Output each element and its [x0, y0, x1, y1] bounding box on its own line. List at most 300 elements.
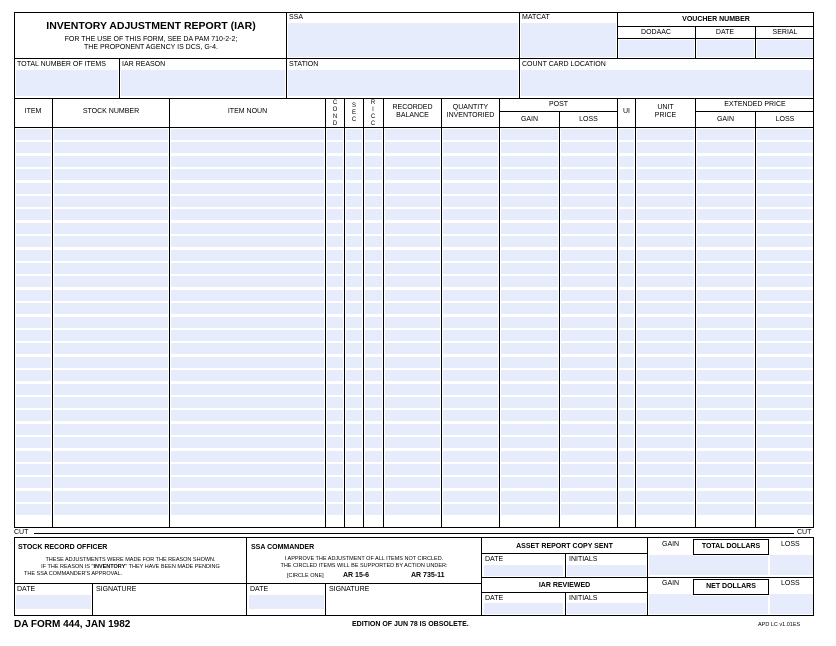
table-cell[interactable]: [697, 357, 754, 368]
table-cell[interactable]: [54, 223, 168, 234]
table-cell[interactable]: [365, 357, 382, 368]
table-cell[interactable]: [346, 464, 362, 475]
table-cell[interactable]: [697, 491, 754, 502]
table-cell[interactable]: [365, 504, 382, 515]
table-cell[interactable]: [365, 169, 382, 180]
table-cell[interactable]: [637, 236, 694, 247]
table-cell[interactable]: [346, 397, 362, 408]
table-cell[interactable]: [561, 370, 616, 381]
table-cell[interactable]: [346, 504, 362, 515]
table-cell[interactable]: [346, 477, 362, 488]
table-cell[interactable]: [561, 196, 616, 207]
table-cell[interactable]: [757, 357, 813, 368]
table-cell[interactable]: [385, 303, 440, 314]
table-cell[interactable]: [443, 290, 498, 301]
table-cell[interactable]: [637, 397, 694, 408]
table-cell[interactable]: [346, 183, 362, 194]
table-cell[interactable]: [365, 250, 382, 261]
table-cell[interactable]: [757, 477, 813, 488]
table-cell[interactable]: [697, 129, 754, 140]
table-cell[interactable]: [637, 183, 694, 194]
table-cell[interactable]: [757, 330, 813, 341]
table-cell[interactable]: [385, 250, 440, 261]
table-cell[interactable]: [171, 343, 324, 354]
table-cell[interactable]: [697, 142, 754, 153]
table-cell[interactable]: [327, 223, 343, 234]
table-cell[interactable]: [619, 156, 634, 167]
table-cell[interactable]: [16, 477, 51, 488]
table-cell[interactable]: [327, 236, 343, 247]
table-cell[interactable]: [757, 263, 813, 274]
table-cell[interactable]: [637, 370, 694, 381]
table-cell[interactable]: [619, 424, 634, 435]
table-cell[interactable]: [327, 156, 343, 167]
table-cell[interactable]: [171, 129, 324, 140]
table-cell[interactable]: [561, 491, 616, 502]
table-cell[interactable]: [757, 196, 813, 207]
table-cell[interactable]: [346, 169, 362, 180]
table-cell[interactable]: [561, 183, 616, 194]
table-cell[interactable]: [443, 317, 498, 328]
table-cell[interactable]: [16, 142, 51, 153]
table-cell[interactable]: [171, 290, 324, 301]
table-cell[interactable]: [16, 156, 51, 167]
table-cell[interactable]: [757, 142, 813, 153]
table-cell[interactable]: [327, 142, 343, 153]
table-cell[interactable]: [619, 370, 634, 381]
table-cell[interactable]: [637, 303, 694, 314]
table-cell[interactable]: [16, 317, 51, 328]
table-cell[interactable]: [561, 424, 616, 435]
table-cell[interactable]: [365, 410, 382, 421]
table-cell[interactable]: [619, 410, 634, 421]
table-cell[interactable]: [327, 357, 343, 368]
table-cell[interactable]: [443, 223, 498, 234]
table-cell[interactable]: [346, 317, 362, 328]
table-cell[interactable]: [346, 250, 362, 261]
table-cell[interactable]: [54, 290, 168, 301]
table-cell[interactable]: [346, 343, 362, 354]
table-cell[interactable]: [327, 424, 343, 435]
table-cell[interactable]: [637, 196, 694, 207]
table-cell[interactable]: [54, 410, 168, 421]
table-cell[interactable]: [327, 303, 343, 314]
table-cell[interactable]: [54, 156, 168, 167]
table-cell[interactable]: [327, 370, 343, 381]
table-cell[interactable]: [501, 370, 558, 381]
table-cell[interactable]: [54, 437, 168, 448]
table-cell[interactable]: [346, 384, 362, 395]
table-cell[interactable]: [697, 504, 754, 515]
table-cell[interactable]: [365, 276, 382, 287]
table-cell[interactable]: [385, 477, 440, 488]
table-cell[interactable]: [501, 343, 558, 354]
table-cell[interactable]: [54, 169, 168, 180]
table-cell[interactable]: [365, 370, 382, 381]
table-cell[interactable]: [561, 142, 616, 153]
table-cell[interactable]: [54, 196, 168, 207]
table-cell[interactable]: [697, 451, 754, 462]
table-cell[interactable]: [346, 236, 362, 247]
table-cell[interactable]: [697, 370, 754, 381]
table-cell[interactable]: [757, 451, 813, 462]
table-cell[interactable]: [54, 477, 168, 488]
table-cell[interactable]: [16, 451, 51, 462]
table-cell[interactable]: [697, 384, 754, 395]
table-cell[interactable]: [637, 437, 694, 448]
table-cell[interactable]: [385, 209, 440, 220]
table-cell[interactable]: [697, 397, 754, 408]
table-cell[interactable]: [16, 397, 51, 408]
table-cell[interactable]: [54, 236, 168, 247]
table-cell[interactable]: [619, 276, 634, 287]
table-cell[interactable]: [346, 290, 362, 301]
table-cell[interactable]: [443, 464, 498, 475]
table-cell[interactable]: [561, 276, 616, 287]
table-cell[interactable]: [346, 491, 362, 502]
table-cell[interactable]: [561, 129, 616, 140]
table-cell[interactable]: [16, 370, 51, 381]
table-cell[interactable]: [443, 410, 498, 421]
table-cell[interactable]: [443, 169, 498, 180]
table-cell[interactable]: [365, 317, 382, 328]
table-cell[interactable]: [327, 491, 343, 502]
table-cell[interactable]: [346, 357, 362, 368]
table-cell[interactable]: [561, 303, 616, 314]
table-cell[interactable]: [501, 317, 558, 328]
table-cell[interactable]: [346, 276, 362, 287]
table-cell[interactable]: [346, 156, 362, 167]
table-cell[interactable]: [385, 397, 440, 408]
table-cell[interactable]: [327, 129, 343, 140]
table-cell[interactable]: [619, 330, 634, 341]
table-cell[interactable]: [171, 250, 324, 261]
table-cell[interactable]: [637, 384, 694, 395]
asset-initials-field[interactable]: [567, 565, 646, 576]
table-cell[interactable]: [561, 330, 616, 341]
table-cell[interactable]: [443, 343, 498, 354]
table-cell[interactable]: [501, 437, 558, 448]
table-cell[interactable]: [327, 451, 343, 462]
table-cell[interactable]: [619, 477, 634, 488]
table-cell[interactable]: [561, 477, 616, 488]
table-cell[interactable]: [327, 384, 343, 395]
table-cell[interactable]: [443, 303, 498, 314]
table-cell[interactable]: [501, 303, 558, 314]
table-cell[interactable]: [637, 330, 694, 341]
table-cell[interactable]: [54, 263, 168, 274]
table-cell[interactable]: [637, 491, 694, 502]
table-cell[interactable]: [757, 343, 813, 354]
table-cell[interactable]: [346, 263, 362, 274]
table-cell[interactable]: [757, 129, 813, 140]
table-cell[interactable]: [327, 343, 343, 354]
table-cell[interactable]: [757, 290, 813, 301]
table-cell[interactable]: [327, 464, 343, 475]
table-cell[interactable]: [171, 504, 324, 515]
table-cell[interactable]: [443, 196, 498, 207]
table-cell[interactable]: [16, 209, 51, 220]
table-cell[interactable]: [561, 209, 616, 220]
table-cell[interactable]: [54, 183, 168, 194]
table-cell[interactable]: [171, 156, 324, 167]
table-cell[interactable]: [637, 357, 694, 368]
table-cell[interactable]: [757, 183, 813, 194]
table-cell[interactable]: [54, 142, 168, 153]
table-cell[interactable]: [501, 504, 558, 515]
table-cell[interactable]: [171, 410, 324, 421]
table-cell[interactable]: [16, 343, 51, 354]
table-cell[interactable]: [171, 169, 324, 180]
stock-date-field[interactable]: [16, 595, 91, 609]
table-cell[interactable]: [619, 317, 634, 328]
table-cell[interactable]: [501, 209, 558, 220]
table-cell[interactable]: [619, 464, 634, 475]
table-cell[interactable]: [327, 330, 343, 341]
table-cell[interactable]: [54, 451, 168, 462]
table-cell[interactable]: [385, 196, 440, 207]
table-cell[interactable]: [385, 223, 440, 234]
table-cell[interactable]: [697, 223, 754, 234]
table-cell[interactable]: [501, 129, 558, 140]
table-cell[interactable]: [443, 330, 498, 341]
table-cell[interactable]: [365, 183, 382, 194]
table-cell[interactable]: [619, 142, 634, 153]
table-cell[interactable]: [757, 370, 813, 381]
table-cell[interactable]: [443, 437, 498, 448]
table-cell[interactable]: [619, 357, 634, 368]
table-cell[interactable]: [327, 263, 343, 274]
table-cell[interactable]: [697, 317, 754, 328]
table-cell[interactable]: [637, 142, 694, 153]
table-cell[interactable]: [327, 504, 343, 515]
table-cell[interactable]: [365, 290, 382, 301]
table-cell[interactable]: [327, 290, 343, 301]
table-cell[interactable]: [365, 209, 382, 220]
table-cell[interactable]: [501, 276, 558, 287]
table-cell[interactable]: [619, 384, 634, 395]
table-cell[interactable]: [171, 317, 324, 328]
table-cell[interactable]: [697, 303, 754, 314]
table-cell[interactable]: [501, 491, 558, 502]
table-cell[interactable]: [443, 491, 498, 502]
table-cell[interactable]: [385, 357, 440, 368]
table-cell[interactable]: [16, 196, 51, 207]
table-cell[interactable]: [697, 343, 754, 354]
table-cell[interactable]: [561, 290, 616, 301]
table-cell[interactable]: [346, 370, 362, 381]
table-cell[interactable]: [54, 276, 168, 287]
table-cell[interactable]: [16, 504, 51, 515]
table-cell[interactable]: [365, 384, 382, 395]
table-cell[interactable]: [697, 290, 754, 301]
table-cell[interactable]: [561, 437, 616, 448]
reviewed-initials-field[interactable]: [567, 603, 646, 614]
table-cell[interactable]: [16, 129, 51, 140]
table-cell[interactable]: [16, 410, 51, 421]
table-cell[interactable]: [327, 317, 343, 328]
table-cell[interactable]: [16, 424, 51, 435]
table-cell[interactable]: [561, 223, 616, 234]
table-cell[interactable]: [561, 317, 616, 328]
table-cell[interactable]: [171, 196, 324, 207]
table-cell[interactable]: [757, 156, 813, 167]
table-cell[interactable]: [619, 129, 634, 140]
table-cell[interactable]: [365, 330, 382, 341]
table-cell[interactable]: [16, 183, 51, 194]
table-cell[interactable]: [501, 223, 558, 234]
table-cell[interactable]: [619, 397, 634, 408]
net-loss-field[interactable]: [770, 594, 813, 614]
table-cell[interactable]: [54, 397, 168, 408]
table-cell[interactable]: [637, 209, 694, 220]
table-cell[interactable]: [54, 504, 168, 515]
table-cell[interactable]: [501, 384, 558, 395]
table-cell[interactable]: [619, 223, 634, 234]
table-cell[interactable]: [697, 330, 754, 341]
table-cell[interactable]: [346, 196, 362, 207]
table-cell[interactable]: [171, 477, 324, 488]
table-cell[interactable]: [171, 142, 324, 153]
table-cell[interactable]: [697, 276, 754, 287]
table-cell[interactable]: [171, 303, 324, 314]
table-cell[interactable]: [619, 196, 634, 207]
table-cell[interactable]: [697, 196, 754, 207]
table-cell[interactable]: [561, 169, 616, 180]
table-cell[interactable]: [54, 209, 168, 220]
table-cell[interactable]: [171, 209, 324, 220]
table-cell[interactable]: [757, 209, 813, 220]
table-cell[interactable]: [346, 424, 362, 435]
table-cell[interactable]: [619, 183, 634, 194]
table-cell[interactable]: [385, 491, 440, 502]
table-cell[interactable]: [385, 504, 440, 515]
table-cell[interactable]: [637, 504, 694, 515]
table-cell[interactable]: [501, 464, 558, 475]
table-cell[interactable]: [54, 370, 168, 381]
table-cell[interactable]: [365, 424, 382, 435]
table-cell[interactable]: [443, 129, 498, 140]
table-cell[interactable]: [385, 263, 440, 274]
table-cell[interactable]: [637, 410, 694, 421]
net-gain-field[interactable]: [649, 594, 694, 614]
table-cell[interactable]: [365, 236, 382, 247]
table-cell[interactable]: [443, 263, 498, 274]
table-cell[interactable]: [501, 357, 558, 368]
total-gain-field[interactable]: [649, 555, 694, 575]
table-cell[interactable]: [171, 236, 324, 247]
net-dollars-field[interactable]: [694, 596, 768, 614]
table-cell[interactable]: [171, 223, 324, 234]
table-cell[interactable]: [385, 451, 440, 462]
table-cell[interactable]: [16, 464, 51, 475]
table-cell[interactable]: [16, 491, 51, 502]
table-cell[interactable]: [365, 451, 382, 462]
table-cell[interactable]: [443, 477, 498, 488]
table-cell[interactable]: [327, 169, 343, 180]
table-cell[interactable]: [501, 263, 558, 274]
table-cell[interactable]: [561, 156, 616, 167]
table-cell[interactable]: [443, 384, 498, 395]
table-cell[interactable]: [327, 209, 343, 220]
table-cell[interactable]: [757, 504, 813, 515]
table-cell[interactable]: [501, 451, 558, 462]
table-cell[interactable]: [385, 343, 440, 354]
table-cell[interactable]: [16, 169, 51, 180]
table-cell[interactable]: [171, 357, 324, 368]
table-cell[interactable]: [561, 397, 616, 408]
table-cell[interactable]: [443, 156, 498, 167]
table-cell[interactable]: [346, 303, 362, 314]
table-cell[interactable]: [757, 397, 813, 408]
table-cell[interactable]: [637, 223, 694, 234]
table-cell[interactable]: [619, 451, 634, 462]
table-cell[interactable]: [637, 343, 694, 354]
table-cell[interactable]: [757, 464, 813, 475]
table-cell[interactable]: [171, 437, 324, 448]
table-cell[interactable]: [637, 169, 694, 180]
table-cell[interactable]: [561, 410, 616, 421]
table-cell[interactable]: [619, 263, 634, 274]
table-cell[interactable]: [171, 397, 324, 408]
table-cell[interactable]: [327, 276, 343, 287]
table-cell[interactable]: [443, 236, 498, 247]
table-cell[interactable]: [16, 290, 51, 301]
table-cell[interactable]: [346, 330, 362, 341]
ssa-date-field[interactable]: [249, 595, 324, 609]
table-cell[interactable]: [697, 183, 754, 194]
table-cell[interactable]: [54, 464, 168, 475]
table-cell[interactable]: [54, 357, 168, 368]
table-cell[interactable]: [757, 317, 813, 328]
table-cell[interactable]: [757, 250, 813, 261]
total-loss-field[interactable]: [770, 555, 813, 575]
table-cell[interactable]: [501, 397, 558, 408]
reviewed-date-field[interactable]: [484, 603, 563, 614]
table-cell[interactable]: [697, 236, 754, 247]
table-cell[interactable]: [501, 424, 558, 435]
table-cell[interactable]: [385, 169, 440, 180]
table-cell[interactable]: [346, 410, 362, 421]
table-cell[interactable]: [561, 236, 616, 247]
table-cell[interactable]: [561, 343, 616, 354]
table-cell[interactable]: [757, 384, 813, 395]
table-cell[interactable]: [54, 424, 168, 435]
table-cell[interactable]: [54, 491, 168, 502]
table-cell[interactable]: [697, 424, 754, 435]
table-cell[interactable]: [697, 477, 754, 488]
table-cell[interactable]: [365, 464, 382, 475]
table-cell[interactable]: [346, 437, 362, 448]
table-cell[interactable]: [346, 209, 362, 220]
table-cell[interactable]: [327, 397, 343, 408]
table-cell[interactable]: [385, 276, 440, 287]
table-cell[interactable]: [697, 169, 754, 180]
table-cell[interactable]: [385, 464, 440, 475]
table-cell[interactable]: [561, 263, 616, 274]
table-cell[interactable]: [697, 156, 754, 167]
table-cell[interactable]: [365, 477, 382, 488]
table-cell[interactable]: [757, 437, 813, 448]
table-cell[interactable]: [365, 196, 382, 207]
table-cell[interactable]: [619, 290, 634, 301]
table-cell[interactable]: [54, 303, 168, 314]
table-cell[interactable]: [637, 263, 694, 274]
table-cell[interactable]: [16, 303, 51, 314]
total-dollars-field[interactable]: [694, 556, 768, 575]
table-cell[interactable]: [443, 397, 498, 408]
table-cell[interactable]: [54, 250, 168, 261]
